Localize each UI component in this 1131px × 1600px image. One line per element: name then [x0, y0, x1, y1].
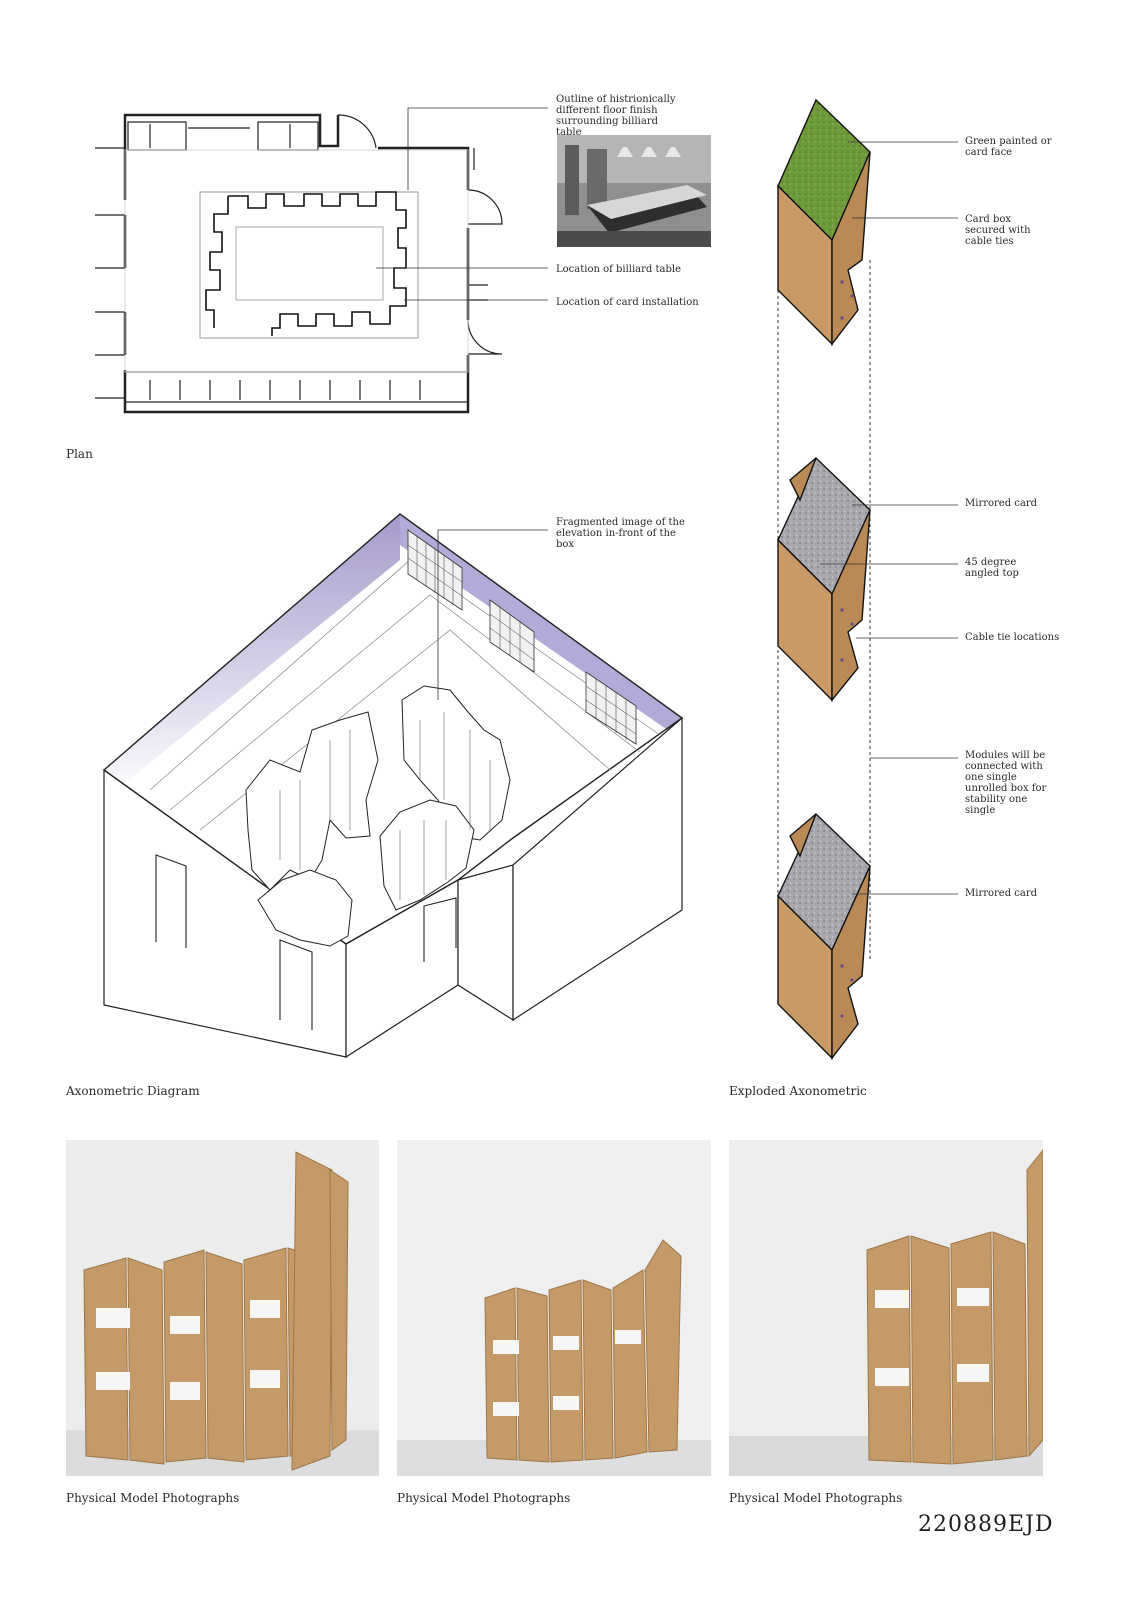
model-photo-1 — [66, 1140, 379, 1476]
plan-caption: Plan — [66, 447, 93, 461]
label-card-box: Card box secured with cable ties — [965, 214, 1031, 247]
model-photo-2 — [397, 1140, 711, 1476]
label-mirrored-card-2: Mirrored card — [965, 888, 1038, 899]
label-card-installation: Location of card installation — [556, 297, 699, 308]
label-green-face: Green painted or card face — [965, 136, 1052, 158]
label-billiard-table: Location of billiard table — [556, 264, 681, 275]
label-angled-top: 45 degree angled top — [965, 557, 1019, 579]
axonometric-caption: Axonometric Diagram — [66, 1084, 200, 1098]
photo-caption-1: Physical Model Photographs — [66, 1491, 240, 1505]
label-modules: Modules will be connected with one single unrolled box for stability one single — [965, 750, 1047, 816]
photo-caption-2: Physical Model Photographs — [397, 1491, 571, 1505]
module-mirrored-1 — [778, 458, 870, 700]
exploded-caption: Exploded Axonometric — [729, 1084, 867, 1098]
label-mirrored-card-1: Mirrored card — [965, 498, 1038, 509]
sheet-id: 220889EJD — [918, 1512, 1054, 1537]
module-mirrored-2 — [778, 814, 870, 1058]
label-fragmented-image: Fragmented image of the elevation in-front of the box — [556, 517, 685, 550]
label-cable-tie: Cable tie locations — [965, 632, 1060, 643]
label-floor-outline: Outline of histrionically different floor finish surrounding billiard table — [556, 94, 676, 138]
model-photo-3 — [729, 1140, 1043, 1476]
module-green — [778, 100, 870, 344]
photo-caption-3: Physical Model Photographs — [729, 1491, 903, 1505]
